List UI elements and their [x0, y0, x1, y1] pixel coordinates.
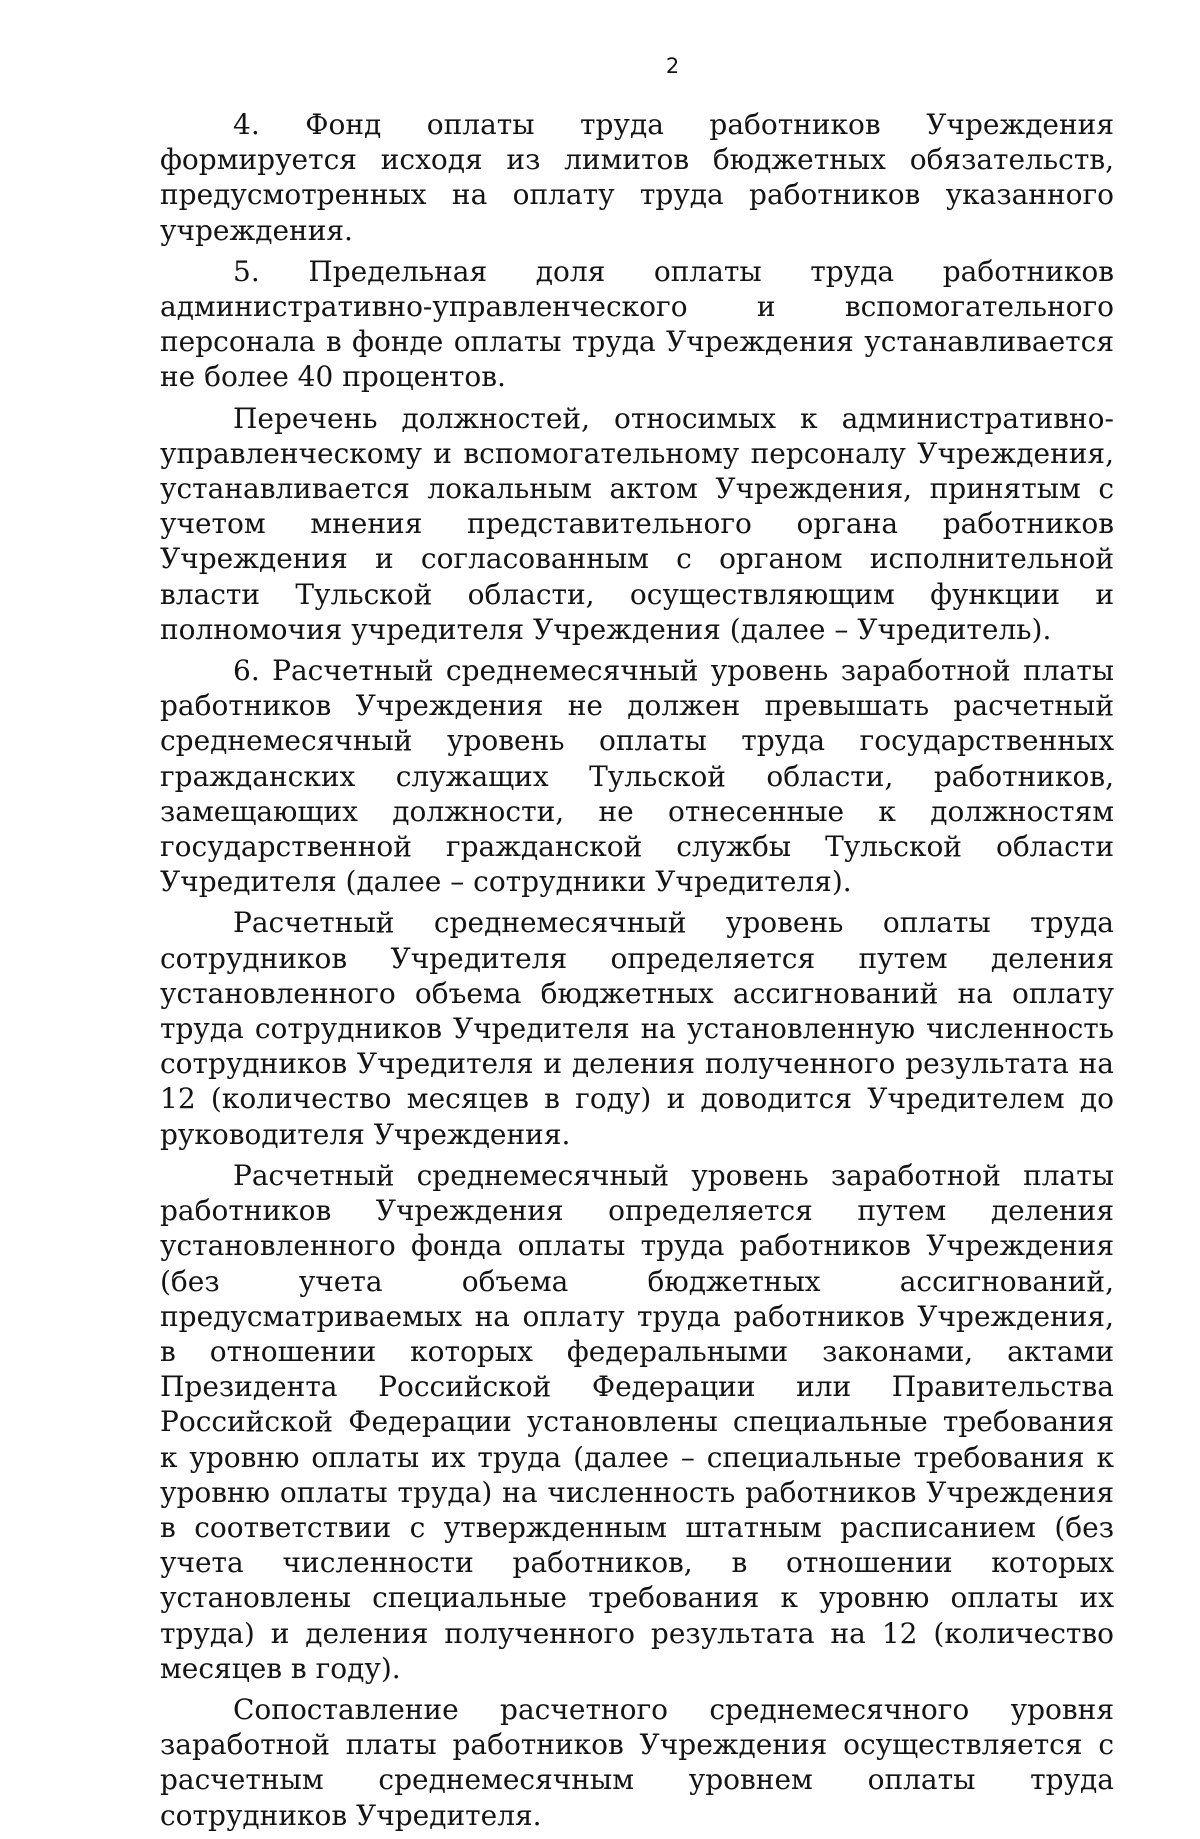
page-number: 2 [665, 54, 680, 78]
paragraph-founder-staff-calculation: Расчетный среднемесячный уровень оплаты труда сотрудников Учредителя определяется путем деления установленного объема бюджетных ассигнований на оплату труда сотрудников Учредителя на установленную численность сотрудников Учредителя и деления полученного результата на 12 (количество месяцев в году) и доводится Учредителем до руководителя Учреждения. [160, 906, 1114, 1151]
paragraph-6-average-salary-limit: 6. Расчетный среднемесячный уровень заработной платы работников Учреждения не должен превышать расчетный среднемесячный уровень оплаты труда государственных гражданских служащих Тульской области, работников, замещающих должности, не отнесенные к должностям государственной гражданской службы Тульской области Учредителя (далее – сотрудники Учредителя). [160, 654, 1114, 899]
paragraph-institution-salary-calculation: Расчетный среднемесячный уровень заработной платы работников Учреждения определяется путем деления установленного фонда оплаты труда работников Учреждения (без учета объема бюджетных ассигнований, предусматриваемых на оплату труда работников Учреждения, в отношении которых федеральными законами, актами Президента Российской Федерации или Правительства Российской Федерации установлены специальные требования к уровню оплаты их труда (далее – специальные требования к уровню оплаты труда) на численность работников Учреждения в соответствии с утвержденным штатным расписанием (без учета численности работников, в отношении которых установлены специальные требования к уровню оплаты их труда) и деления полученного результата на 12 (количество месяцев в году). [160, 1158, 1114, 1685]
document-body [160, 107, 1114, 1839]
paragraph-comparison: Сопоставление расчетного среднемесячного уровня заработной платы работников Учреждения осуществляется с расчетным среднемесячным уровнем оплаты труда сотрудников Учредителя. [160, 1692, 1114, 1832]
paragraph-positions-list: Перечень должностей, относимых к административно-управленческому и вспомогательному персоналу Учреждения, устанавливается локальным актом Учреждения, принятым с учетом мнения представительного органа работников Учреждения и согласованным с органом исполнительной власти Тульской области, осуществляющим функции и полномочия учредителя Учреждения (далее – Учредитель). [160, 401, 1114, 646]
paragraph-5-admin-share: 5. Предельная доля оплаты труда работников административно-управленческого и вспомогательного персонала в фонде оплаты труда Учреждения устанавливается не более 40 процентов. [160, 254, 1114, 394]
paragraph-4-payroll-fund: 4. Фонд оплаты труда работников Учреждения формируется исходя из лимитов бюджетных обязательств, предусмотренных на оплату труда работников указанного учреждения. [160, 108, 1114, 247]
